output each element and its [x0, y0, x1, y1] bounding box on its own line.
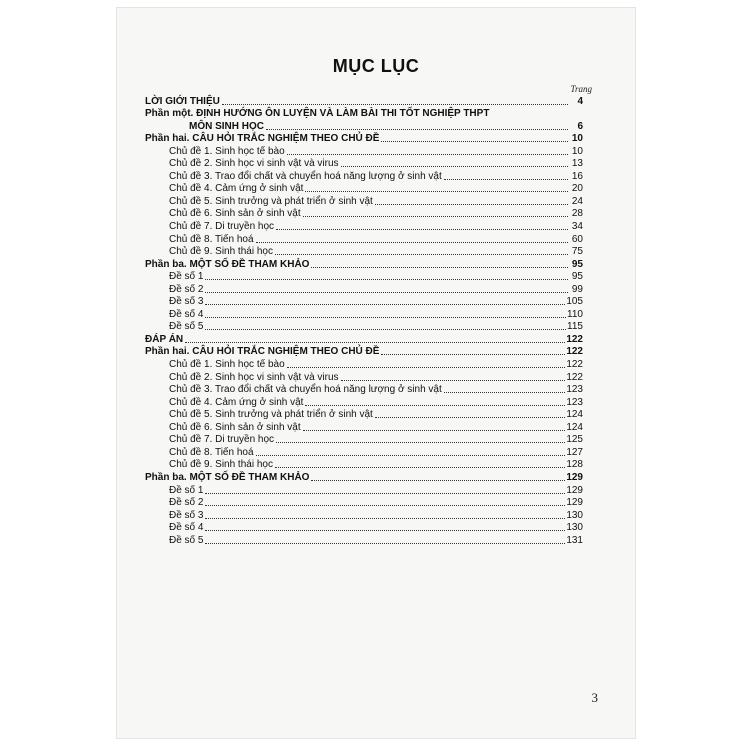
toc-entry-page: 6	[577, 120, 583, 132]
toc-entry-label: Chủ đề 2. Sinh học vi sinh vật và virus	[169, 371, 339, 383]
toc-entry	[145, 207, 583, 220]
dot-leader	[205, 329, 566, 330]
toc-entry	[145, 295, 583, 308]
toc-entry-page: 124	[566, 409, 583, 421]
dot-leader	[375, 417, 566, 418]
dot-leader	[205, 317, 566, 318]
toc-entry-label: MÔN SINH HỌC	[189, 120, 264, 132]
toc-entry-label: Phần hai. CÂU HỎI TRẮC NGHIỆM THEO CHỦ ĐỀ	[145, 346, 380, 358]
toc-entry-label: Đề số 2	[169, 283, 204, 295]
toc-entry	[145, 307, 583, 320]
toc-entry-label: Chủ đề 3. Trao đổi chất và chuyển hoá năng lượng ở sinh vật	[169, 384, 442, 396]
toc-entry-label: Chủ đề 2. Sinh học vi sinh vật và virus	[169, 158, 339, 170]
toc-entry	[145, 94, 583, 107]
toc-entry-label: Phần một. ĐỊNH HƯỚNG ÔN LUYỆN VÀ LÀM BÀI THI TỐT NGHIỆP THPT	[145, 108, 490, 120]
toc-entry-label: Chủ đề 7. Di truyền học	[169, 434, 275, 446]
table-of-contents	[145, 94, 583, 546]
page-title: MỤC LỤC	[332, 56, 420, 76]
dot-leader	[444, 392, 566, 393]
toc-entry-page: 115	[567, 321, 583, 333]
toc-entry-page: 124	[566, 421, 583, 433]
toc-entry	[145, 420, 583, 433]
dot-leader	[205, 279, 568, 280]
dot-leader	[256, 242, 568, 243]
toc-entry-page: 123	[566, 396, 583, 408]
page-column-header: Trang	[570, 84, 592, 94]
toc-entry-page: 128	[566, 459, 583, 471]
toc-entry-label: Chủ đề 9. Sinh thái học	[169, 459, 273, 471]
toc-entry-page: 131	[566, 534, 583, 546]
toc-entry-label: Đề số 5	[169, 534, 204, 546]
toc-entry-page: 95	[571, 258, 583, 270]
toc-entry-page: 122	[566, 359, 583, 371]
toc-entry-page: 127	[566, 446, 583, 458]
toc-entry-label: Chủ đề 5. Sinh trưởng và phát triển ở sinh vật	[169, 195, 373, 207]
toc-entry	[145, 458, 583, 471]
dot-leader	[381, 354, 565, 355]
toc-entry-page: 60	[571, 233, 583, 245]
dot-leader	[275, 467, 565, 468]
page-number: 3	[591, 690, 598, 705]
toc-entry	[145, 433, 583, 446]
toc-entry-label: Chủ đề 5. Sinh trưởng và phát triển ở sinh vật	[169, 409, 373, 421]
dot-leader	[205, 505, 565, 506]
toc-entry-label: Chủ đề 9. Sinh thái học	[169, 246, 273, 258]
dot-leader	[311, 480, 565, 481]
book-page	[117, 8, 635, 738]
toc-entry-label: Chủ đề 6. Sinh sản ở sinh vật	[169, 208, 301, 220]
toc-entry-label: Phần hai. CÂU HỎI TRẮC NGHIỆM THEO CHỦ ĐỀ	[145, 133, 380, 145]
dot-leader	[205, 530, 565, 531]
toc-entry	[145, 320, 583, 333]
dot-leader	[305, 191, 568, 192]
toc-entry-page: 123	[566, 384, 583, 396]
toc-entry-page: 75	[571, 246, 583, 258]
toc-entry	[145, 232, 583, 245]
toc-entry-label: Chủ đề 6. Sinh sản ở sinh vật	[169, 421, 301, 433]
dot-leader	[444, 179, 568, 180]
toc-entry	[145, 383, 583, 396]
toc-entry-label: Chủ đề 4. Cảm ứng ở sinh vật	[169, 396, 304, 408]
toc-entry-page: 10	[571, 145, 583, 157]
toc-entry	[145, 521, 583, 534]
toc-entry	[145, 345, 583, 358]
toc-entry	[145, 483, 583, 496]
toc-entry	[145, 132, 583, 145]
toc-entry-label: Đề số 3	[169, 509, 204, 521]
toc-entry-page: 129	[566, 471, 583, 483]
toc-entry-page: 122	[566, 371, 583, 383]
toc-entry-label: Chủ đề 3. Trao đổi chất và chuyển hoá năng lượng ở sinh vật	[169, 170, 442, 182]
toc-entry-page: 28	[571, 208, 583, 220]
dot-leader	[375, 204, 568, 205]
toc-entry-page: 130	[566, 522, 583, 534]
dot-leader	[205, 292, 568, 293]
toc-entry-label: Chủ đề 1. Sinh học tế bào	[169, 145, 285, 157]
dot-leader	[205, 304, 565, 305]
toc-entry	[145, 257, 583, 270]
toc-entry-label: Chủ đề 1. Sinh học tế bào	[169, 359, 285, 371]
toc-entry-label: Chủ đề 8. Tiến hoá	[169, 446, 254, 458]
toc-entry-page: 105	[566, 296, 583, 308]
dot-leader	[266, 129, 568, 130]
dot-leader	[287, 154, 568, 155]
toc-entry	[145, 144, 583, 157]
toc-entry-label: Phần ba. MỘT SỐ ĐỀ THAM KHẢO	[145, 258, 310, 270]
toc-entry-page: 122	[566, 333, 583, 345]
toc-entry-label: Đề số 1	[169, 271, 204, 283]
toc-entry	[145, 107, 583, 120]
toc-entry	[145, 119, 583, 132]
toc-entry-label: Đề số 3	[169, 296, 204, 308]
toc-entry	[145, 169, 583, 182]
toc-entry	[145, 182, 583, 195]
toc-entry-page: 110	[567, 308, 583, 320]
toc-entry-label: Đề số 1	[169, 484, 204, 496]
dot-leader	[311, 267, 568, 268]
toc-entry	[145, 445, 583, 458]
toc-entry-page: 4	[577, 95, 583, 107]
toc-entry-page: 125	[566, 434, 583, 446]
dot-leader	[381, 141, 568, 142]
toc-entry-label: Đề số 4	[169, 308, 204, 320]
dot-leader	[205, 518, 565, 519]
dot-leader	[341, 380, 566, 381]
toc-entry	[145, 370, 583, 383]
dot-leader	[205, 493, 565, 494]
toc-entry	[145, 270, 583, 283]
toc-entry-label: LỜI GIỚI THIỆU	[145, 95, 220, 107]
toc-entry-label: Đề số 2	[169, 497, 204, 509]
toc-entry-page: 130	[566, 509, 583, 521]
toc-entry-label: ĐÁP ÁN	[145, 333, 184, 345]
dot-leader	[303, 216, 568, 217]
toc-entry	[145, 395, 583, 408]
toc-entry-page: 99	[571, 283, 583, 295]
dot-leader	[341, 166, 568, 167]
toc-entry-page: 95	[571, 271, 583, 283]
toc-entry	[145, 470, 583, 483]
toc-entry	[145, 282, 583, 295]
toc-entry-page: 34	[571, 221, 583, 233]
toc-entry-page: 16	[571, 170, 583, 182]
toc-entry-label: Đề số 4	[169, 522, 204, 534]
toc-entry-page: 10	[571, 133, 583, 145]
toc-entry-page: 122	[566, 346, 583, 358]
dot-leader	[305, 405, 565, 406]
toc-entry	[145, 408, 583, 421]
toc-entry-page: 24	[571, 195, 583, 207]
toc-entry	[145, 533, 583, 546]
dot-leader	[256, 455, 566, 456]
toc-entry-page: 13	[571, 158, 583, 170]
dot-leader	[303, 430, 566, 431]
toc-entry-page: 129	[566, 497, 583, 509]
toc-entry-label: Chủ đề 8. Tiến hoá	[169, 233, 254, 245]
toc-entry-page: 20	[571, 183, 583, 195]
toc-entry-label: Phần ba. MỘT SỐ ĐỀ THAM KHẢO	[145, 471, 310, 483]
toc-entry	[145, 157, 583, 170]
dot-leader	[276, 229, 568, 230]
dot-leader	[276, 442, 565, 443]
dot-leader	[222, 104, 568, 105]
dot-leader	[205, 543, 565, 544]
toc-entry	[145, 357, 583, 370]
toc-entry	[145, 194, 583, 207]
toc-entry-label: Chủ đề 7. Di truyền học	[169, 221, 275, 233]
toc-entry	[145, 332, 583, 345]
toc-entry	[145, 245, 583, 258]
toc-entry	[145, 496, 583, 509]
dot-leader	[287, 367, 566, 368]
dot-leader	[275, 254, 568, 255]
dot-leader	[185, 342, 565, 343]
toc-entry	[145, 219, 583, 232]
toc-entry-label: Chủ đề 4. Cảm ứng ở sinh vật	[169, 183, 304, 195]
toc-entry-label: Đề số 5	[169, 321, 204, 333]
toc-entry-page: 129	[566, 484, 583, 496]
toc-entry	[145, 508, 583, 521]
